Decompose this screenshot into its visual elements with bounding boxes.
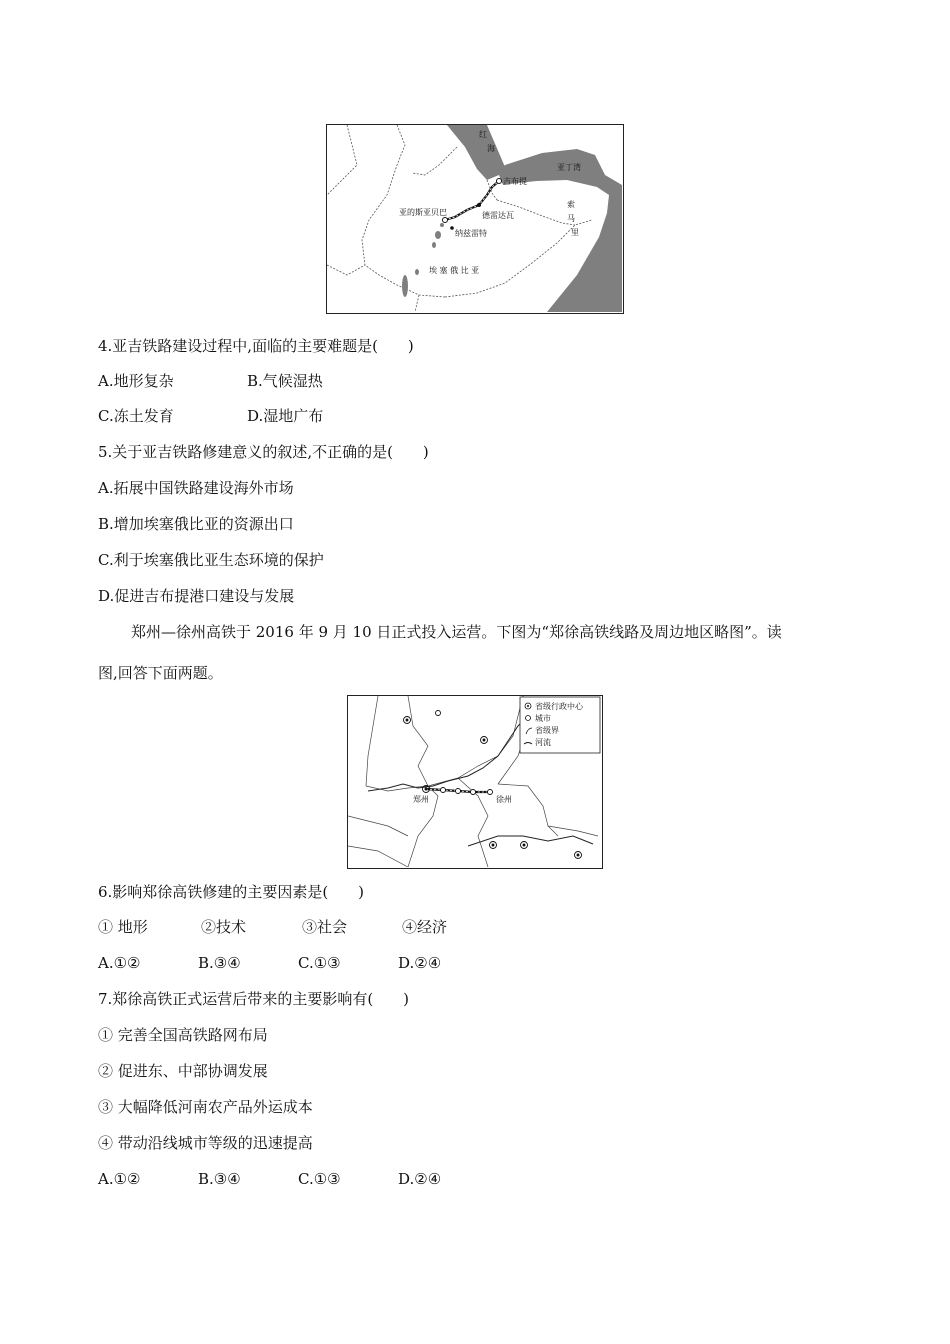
q5-stem: 5.关于亚吉铁路修建意义的叙述,不正确的是( ) (98, 443, 429, 461)
map-legend (520, 697, 600, 753)
river-south (468, 836, 593, 846)
yellow-river (368, 716, 528, 791)
somalia-label: 索马里 (567, 200, 579, 237)
ethiopia-label: 埃 塞 俄 比 亚 (429, 266, 480, 275)
q6-option-b: B.③④ (198, 954, 241, 972)
gulf-of-aden-area (499, 149, 622, 312)
ethiopia-map-svg (327, 125, 622, 312)
legend-river: 河流 (535, 738, 551, 747)
q7-option-d: D.②④ (398, 1170, 442, 1188)
q7-option-b: B.③④ (198, 1170, 241, 1188)
zhengxu-map-svg (348, 696, 601, 867)
lake (435, 231, 441, 239)
q4-option-c: C.冻土发育 (98, 407, 174, 425)
legend-boundary: 省级界 (535, 726, 559, 735)
q7-stem: 7.郑徐高铁正式运营后带来的主要影响有( ) (98, 990, 410, 1008)
lake (432, 242, 436, 248)
q6-factor-4: ④经济 (402, 918, 448, 936)
q4-stem: 4.亚吉铁路建设过程中,面临的主要难题是( ) (98, 337, 414, 355)
ethiopia-railway-map (326, 124, 624, 314)
red-sea-area (447, 125, 505, 180)
djibouti-label: 吉布提 (503, 177, 527, 186)
q4-option-d: D.湿地广布 (247, 407, 324, 425)
q6-factor-1: ① 地形 (98, 918, 148, 936)
q7-item-4: ④ 带动沿线城市等级的迅速提高 (98, 1134, 313, 1152)
q5-option-c: C.利于埃塞俄比亚生态环境的保护 (98, 551, 324, 569)
lake (440, 223, 444, 227)
addis-label: 亚的斯亚贝巴 (399, 208, 447, 217)
gulf-aden-label: 亚丁湾 (557, 163, 581, 172)
zhengzhou-label: 郑州 (413, 795, 429, 804)
q5-option-d: D.促进吉布提港口建设与发展 (98, 587, 295, 605)
q7-option-c: C.①③ (298, 1170, 341, 1188)
q4-option-b: B.气候湿热 (247, 372, 323, 390)
q5-option-b: B.增加埃塞俄比亚的资源出口 (98, 515, 294, 533)
xuzhou-label: 徐州 (496, 795, 512, 804)
q5-option-a: A.拓展中国铁路建设海外市场 (98, 479, 294, 497)
nazret-label: 纳兹雷特 (455, 229, 487, 238)
q6-factor-3: ③社会 (302, 918, 348, 936)
lake (415, 269, 419, 275)
passage-line-1: 郑州—徐州高铁于 2016 年 9 月 10 日正式投入运营。下图为“郑徐高铁线路及周边地区略图”。读 (131, 623, 782, 641)
q7-item-2: ② 促进东、中部协调发展 (98, 1062, 268, 1080)
red-sea-label: 红海 (479, 130, 495, 153)
legend-capital: 省级行政中心 (535, 702, 583, 711)
q7-item-3: ③ 大幅降低河南农产品外运成本 (98, 1098, 313, 1116)
q7-item-1: ① 完善全国高铁路网布局 (98, 1026, 268, 1044)
q6-option-a: A.①② (98, 954, 141, 972)
passage-line-2: 图,回答下面两题。 (98, 664, 223, 682)
nazret-marker (450, 226, 454, 230)
legend-city: 城市 (535, 714, 551, 723)
legend-city-icon (526, 716, 531, 721)
q4-option-a: A.地形复杂 (98, 372, 174, 390)
dire-dawa-label: 德雷达瓦 (482, 211, 514, 220)
addis-ababa-marker (443, 218, 448, 223)
q6-stem: 6.影响郑徐高铁修建的主要因素是( ) (98, 883, 365, 901)
lake-turkana (402, 275, 408, 297)
q7-option-a: A.①② (98, 1170, 141, 1188)
q6-option-d: D.②④ (398, 954, 442, 972)
q6-factor-2: ②技术 (201, 918, 247, 936)
q6-option-c: C.①③ (298, 954, 341, 972)
djibouti-marker (497, 179, 502, 184)
zhengxu-railway-map (347, 695, 603, 869)
dire-dawa-marker (477, 203, 481, 207)
